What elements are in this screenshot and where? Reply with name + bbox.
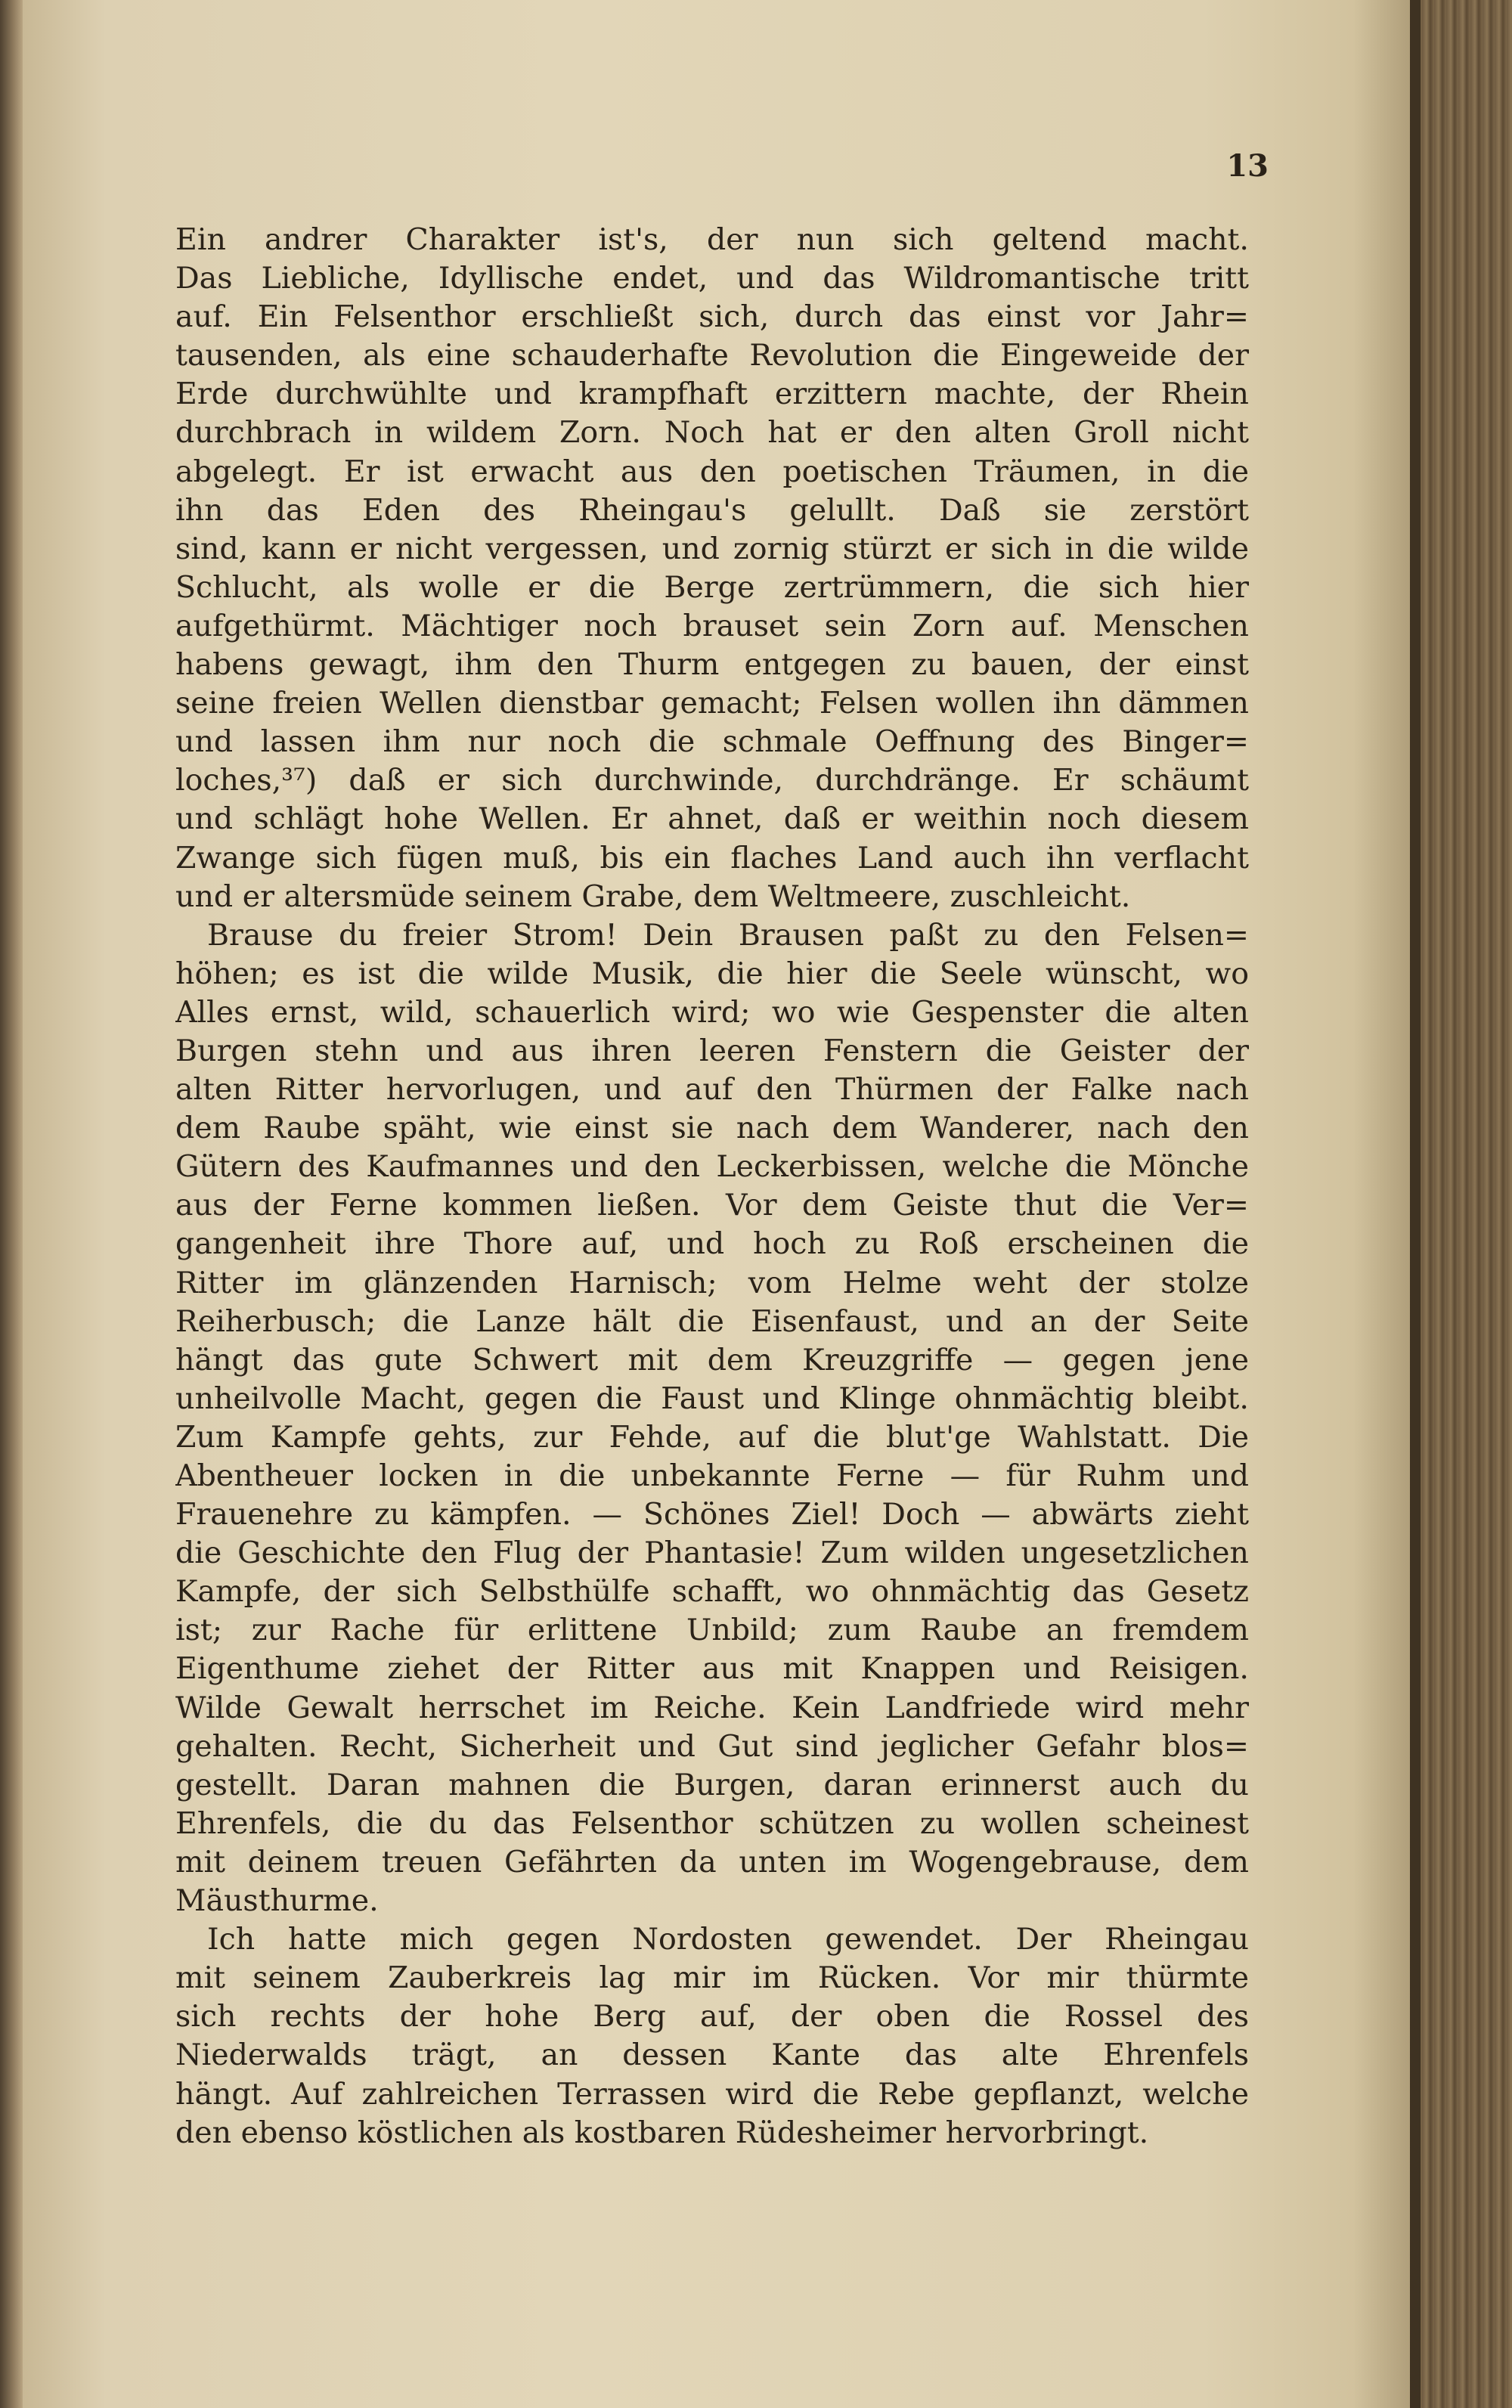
- text-line: Ein andrer Charakter ist's, der nun sich geltend macht.: [175, 222, 1249, 257]
- text-line: Gütern des Kaufmannes und den Leckerbissen, welche die Mönche: [175, 1149, 1249, 1185]
- text-line: Kampfe, der sich Selbsthülfe schafft, wo ohnmächtig das Gesetz: [175, 1574, 1249, 1610]
- text-line: gestellt. Daran mahnen die Burgen, daran erinnerst auch du: [175, 1767, 1249, 1802]
- text-line: dem Raube späht, wie einst sie nach dem Wanderer, nach den: [175, 1111, 1249, 1146]
- text-line: hängt. Auf zahlreichen Terrassen wird die Rebe gepflanzt, welche: [175, 2076, 1249, 2112]
- text-line: Niederwalds trägt, an dessen Kante das alte Ehrenfels: [175, 2038, 1249, 2073]
- text-line: höhen; es ist die wilde Musik, die hier die Seele wünscht, wo: [175, 956, 1249, 991]
- text-line: alten Ritter hervorlugen, und auf den Thürmen der Falke nach: [175, 1072, 1249, 1108]
- text-line: unheilvolle Macht, gegen die Faust und Klinge ohnmächtig bleibt.: [175, 1381, 1249, 1416]
- text-line: auf. Ein Felsenthor erschließt sich, durch das einst vor Jahr=: [175, 299, 1249, 335]
- text-line: Wilde Gewalt herrschet im Reiche. Kein Landfriede wird mehr: [175, 1690, 1249, 1725]
- text-line: aus der Ferne kommen ließen. Vor dem Geiste thut die Ver=: [175, 1188, 1249, 1223]
- page-number: 13: [1226, 148, 1269, 184]
- text-line: mit seinem Zauberkreis lag mir im Rücken. Vor mir thürmte: [175, 1960, 1249, 1996]
- text-line: ist; zur Rache für erlittene Unbild; zum Raube an fremdem: [175, 1613, 1249, 1648]
- text-line: habens gewagt, ihm den Thurm entgegen zu bauen, der einst: [175, 647, 1249, 683]
- text-line: Frauenehre zu kämpfen. — Schönes Ziel! Doch — abwärts zieht: [175, 1497, 1249, 1533]
- text-line: Brause du freier Strom! Dein Brausen paßt zu den Felsen=: [207, 917, 1249, 953]
- text-line: die Geschichte den Flug der Phantasie! Zum wilden ungesetzlichen: [175, 1536, 1249, 1571]
- text-line: Erde durchwühlte und krampfhaft erzittern machte, der Rhein: [175, 377, 1249, 412]
- text-line: und er altersmüde seinem Grabe, dem Weltmeere, zuschleicht.: [175, 879, 1131, 914]
- text-line: den ebenso köstlichen als kostbaren Rüdesheimer hervorbringt.: [175, 2115, 1149, 2150]
- text-line: Ich hatte mich gegen Nordosten gewendet. Der Rheingau: [207, 1922, 1249, 1957]
- text-line: loches,³⁷) daß er sich durchwinde, durchdränge. Er schäumt: [175, 763, 1249, 798]
- text-line: gangenheit ihre Thore auf, und hoch zu Roß erscheinen die: [175, 1226, 1249, 1262]
- page-gutter-shadow: [1353, 0, 1410, 2408]
- text-line: durchbrach in wildem Zorn. Noch hat er den alten Groll nicht: [175, 415, 1249, 451]
- text-line: seine freien Wellen dienstbar gemacht; Felsen wollen ihn dämmen: [175, 686, 1249, 721]
- text-line: Das Liebliche, Idyllische endet, und das Wildromantische tritt: [175, 261, 1249, 296]
- text-line: abgelegt. Er ist erwacht aus den poetischen Träumen, in die: [175, 454, 1249, 489]
- text-line: gehalten. Recht, Sicherheit und Gut sind jeglicher Gefahr blos=: [175, 1728, 1249, 1764]
- text-line: Zum Kampfe gehts, zur Fehde, auf die blut'ge Wahlstatt. Die: [175, 1419, 1249, 1455]
- text-line: Eigenthume ziehet der Ritter aus mit Knappen und Reisigen.: [175, 1651, 1249, 1687]
- text-line: mit deinem treuen Gefährten da unten im Wogengebrause, dem: [175, 1844, 1249, 1880]
- text-line: sich rechts der hohe Berg auf, der oben die Rossel des: [175, 1999, 1249, 2035]
- text-line: Schlucht, als wolle er die Berge zertrümmern, die sich hier: [175, 569, 1249, 605]
- text-line: hängt das gute Schwert mit dem Kreuzgriffe — gegen jene: [175, 1342, 1249, 1378]
- text-line: Zwange sich fügen muß, bis ein flaches Land auch ihn verflacht: [175, 840, 1249, 875]
- text-line: Alles ernst, wild, schauerlich wird; wo wie Gespenster die alten: [175, 994, 1249, 1030]
- book-spine: [1410, 0, 1512, 2408]
- body-text: [175, 221, 1249, 2152]
- text-line: Abentheuer locken in die unbekannte Ferne — für Ruhm und: [175, 1458, 1249, 1493]
- text-line: ihn das Eden des Rheingau's gelullt. Daß sie zerstört: [175, 492, 1249, 528]
- text-line: Ritter im glänzenden Harnisch; vom Helme weht der stolze: [175, 1265, 1249, 1300]
- text-line: und lassen ihm nur noch die schmale Oeffnung des Binger=: [175, 724, 1249, 760]
- text-line: Mäusthurme.: [175, 1883, 379, 1919]
- text-line: Reiherbusch; die Lanze hält die Eisenfaust, und an der Seite: [175, 1303, 1249, 1339]
- text-line: Burgen stehn und aus ihren leeren Fenstern die Geister der: [175, 1033, 1249, 1068]
- text-line: und schlägt hohe Wellen. Er ahnet, daß er weithin noch diesem: [175, 801, 1249, 837]
- left-page-edge: [0, 0, 23, 2408]
- text-line: sind, kann er nicht vergessen, und zornig stürzt er sich in die wilde: [175, 531, 1249, 566]
- text-line: Ehrenfels, die du das Felsenthor schützen zu wollen scheinest: [175, 1805, 1249, 1841]
- text-line: aufgethürmt. Mächtiger noch brauset sein Zorn auf. Menschen: [175, 608, 1249, 643]
- spine-edge: [1410, 0, 1421, 2408]
- text-line: tausenden, als eine schauderhafte Revolution die Eingeweide der: [175, 338, 1249, 373]
